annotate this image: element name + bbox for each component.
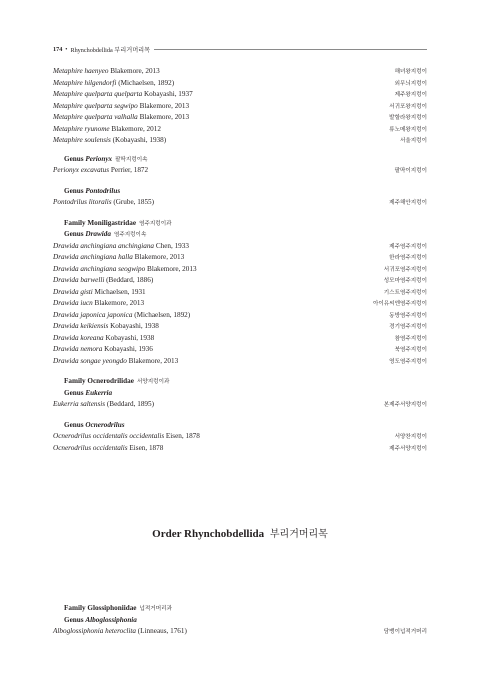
species-block: [53, 400, 427, 412]
species-korean-name: 서귀포염주지렁이: [383, 266, 427, 273]
heading-prefix: Family: [64, 604, 86, 612]
species-scientific-name: [53, 400, 154, 408]
species-korean-name: 류노메왕지렁이: [389, 126, 427, 133]
species-scientific-name: [53, 627, 187, 635]
species-author: Blakemore, 2013: [94, 299, 145, 307]
species-binomial: Metaphire quelparta segwipo: [53, 101, 138, 110]
species-row: [53, 288, 427, 300]
species-row: [53, 265, 427, 277]
species-scientific-name: [53, 357, 178, 365]
species-korean-name: 한라염주지렁이: [389, 255, 427, 261]
species-korean-name: 서양찬지렁이: [394, 434, 427, 440]
species-row: [53, 125, 427, 137]
species-binomial: Drawida nemora: [53, 345, 103, 353]
heading-korean: 팔딱지렁이속: [115, 156, 148, 163]
heading-name: Ocnerodrilus: [85, 420, 125, 429]
header-separator: •: [65, 45, 68, 53]
species-author: Chen, 1933: [155, 241, 189, 250]
species-author: Perrier, 1872: [110, 166, 149, 174]
species-row: [53, 299, 427, 311]
heading-name: Moniligastridae: [87, 218, 137, 227]
species-korean-name: 성모마염주지렁이: [383, 278, 427, 284]
species-row: [53, 113, 427, 125]
species-binomial: Drawida barwelli: [53, 276, 105, 284]
species-block: [53, 67, 427, 148]
species-korean-name: 기스트염주지렁이: [383, 289, 427, 296]
species-scientific-name: [53, 136, 166, 144]
species-row: [53, 79, 427, 91]
species-scientific-name: [53, 345, 153, 353]
species-korean-name: 제주왕지렁이: [394, 92, 427, 98]
species-author: (Michaelsen, 1892): [134, 310, 191, 319]
heading-prefix: Genus: [64, 615, 84, 624]
species-author: Blakemore, 2013: [110, 67, 160, 75]
species-korean-name: 북염주지렁이: [394, 347, 427, 353]
species-author: (Beddard, 1895): [106, 400, 155, 408]
species-list: [53, 67, 427, 455]
heading-name: Perionyx: [85, 154, 113, 163]
heading-name: Drawida: [85, 230, 111, 238]
heading-korean: 염주지렁이과: [139, 220, 172, 227]
species-korean-name: 서귀포왕지렁이: [389, 103, 427, 110]
species-block: [53, 627, 427, 639]
running-header: [53, 43, 427, 55]
heading-korean: 넙적거머리과: [139, 606, 172, 612]
species-korean-name: 발할라왕지렁이: [389, 115, 427, 121]
header-title: Rhynchobdellida 부리거머리목: [70, 46, 151, 54]
heading-prefix: Genus: [64, 388, 84, 397]
species-row: [53, 136, 427, 148]
spacer: [53, 178, 427, 187]
heading-prefix: Genus: [64, 230, 84, 238]
species-block: [53, 198, 427, 210]
species-scientific-name: [53, 265, 197, 273]
genus-heading-drawida: [53, 230, 427, 242]
species-scientific-name: [53, 444, 163, 452]
species-scientific-name: [53, 198, 154, 206]
species-author: Blakemore, 2013: [139, 101, 190, 110]
page-number: 174: [53, 45, 63, 53]
species-binomial: Drawida songae yeongdo: [53, 356, 127, 365]
species-binomial: Metaphire soulensis: [53, 136, 111, 144]
species-korean-name: 외무늬지렁이: [394, 80, 427, 87]
species-binomial: Drawida keikiensis: [53, 322, 109, 330]
species-binomial: Pontodrilus litoralis: [53, 198, 112, 206]
species-scientific-name: [53, 299, 144, 307]
order-korean: 부리거머리목: [269, 529, 328, 540]
species-author: Kobayashi, 1937: [143, 90, 193, 98]
species-korean-name: 제주서양지렁이: [389, 445, 427, 452]
order-prefix: Order: [152, 528, 182, 540]
species-row: [53, 322, 427, 334]
species-scientific-name: [53, 432, 200, 440]
species-binomial: Drawida koreana: [53, 333, 104, 342]
species-block: [53, 166, 427, 178]
species-scientific-name: [53, 276, 153, 284]
genus-heading-alboglossiphonia: [53, 616, 427, 628]
header-rule: [154, 49, 427, 50]
heading-korean: 염주지렁이속: [113, 232, 147, 238]
heading-name: Glossiphoniidae: [87, 604, 137, 612]
species-binomial: Metaphire hilgendorfi: [53, 78, 117, 87]
species-row: [53, 311, 427, 323]
species-author: Blakemore, 2013: [134, 253, 185, 261]
species-korean-name: 제주해안지렁이: [389, 200, 427, 206]
species-binomial: Metaphire haenyeo: [53, 67, 109, 75]
species-scientific-name: [53, 242, 189, 250]
species-korean-name: 담뱅이넙적거머리: [383, 629, 427, 635]
species-korean-name: 팔딱이지렁이: [394, 168, 427, 174]
species-scientific-name: [53, 322, 159, 330]
species-row: [53, 276, 427, 288]
species-author: Blakemore, 2013: [147, 264, 197, 273]
species-scientific-name: [53, 166, 148, 174]
species-row: [53, 627, 427, 639]
species-row: [53, 242, 427, 254]
species-scientific-name: [53, 311, 190, 319]
species-binomial: Perionyx excavatus: [53, 166, 110, 174]
species-author: Kobayashi, 1938: [110, 322, 159, 330]
species-author: Michaelsen, 1931: [94, 287, 146, 296]
heading-name: Alboglossiphonia: [85, 615, 137, 624]
species-scientific-name: [53, 334, 154, 342]
species-author: Kobayashi, 1938: [105, 333, 155, 342]
species-korean-name: 서울지렁이: [399, 138, 427, 144]
species-author: (Beddard, 1886): [106, 276, 154, 284]
spacer: [53, 412, 427, 421]
species-korean-name: 본제주서양지렁이: [383, 402, 427, 408]
species-scientific-name: [53, 288, 146, 296]
heading-prefix: Genus: [64, 420, 84, 429]
species-binomial: Drawida anchingiana anchingiana: [53, 241, 155, 250]
family-heading-ocnerodrilidae: [53, 377, 427, 389]
species-binomial: Drawida japonica japonica: [53, 310, 133, 319]
species-block: [53, 432, 427, 455]
species-author: Eisen, 1878: [165, 432, 200, 440]
species-row: [53, 253, 427, 265]
species-korean-name: 제주염주지렁이: [389, 243, 427, 250]
species-author: Blakemore, 2012: [111, 124, 161, 133]
species-row: [53, 166, 427, 178]
spacer: [53, 368, 427, 377]
heading-name: Eukerria: [85, 388, 113, 397]
species-scientific-name: [53, 253, 184, 261]
species-author: Blakemore, 2013: [128, 356, 179, 365]
family-heading-moniligastridae: [53, 219, 427, 231]
species-binomial: Drawida anchingiana halla: [53, 253, 133, 261]
species-binomial: Ocnerodrilus occidentalis occidentalis: [53, 432, 165, 440]
species-korean-name: 경기염주지렁이: [389, 324, 427, 330]
species-binomial: Metaphire quelparta quelparta: [53, 90, 143, 98]
species-korean-name: 참염주지렁이: [394, 335, 427, 342]
species-scientific-name: [53, 102, 189, 110]
species-scientific-name: [53, 90, 193, 98]
species-binomial: Metaphire quelparta valhalla: [53, 113, 138, 121]
species-scientific-name: [53, 113, 189, 121]
heading-prefix: Family: [64, 218, 86, 227]
species-binomial: Metaphire ryunome: [53, 124, 110, 133]
species-binomial: Drawida gisti: [53, 287, 93, 296]
species-row: [53, 432, 427, 444]
species-binomial: Ocnerodrilus occidentalis: [53, 443, 128, 452]
spacer: [53, 210, 427, 219]
species-korean-name: 동방염주지렁이: [389, 312, 427, 319]
species-list-rhynchobdellida: [53, 604, 427, 639]
species-korean-name: 해녀왕지렁이: [394, 69, 427, 75]
spacer: [53, 148, 427, 155]
species-row: [53, 90, 427, 102]
species-author: Blakemore, 2013: [139, 113, 190, 121]
species-row: [53, 198, 427, 210]
order-name: Rhynchobdellida: [184, 528, 265, 540]
species-author: Eisen, 1878: [129, 443, 164, 452]
species-block: [53, 242, 427, 369]
species-binomial: Drawida anchingiana seogwipo: [53, 264, 146, 273]
family-heading-glossiphoniidae: [53, 604, 427, 616]
species-row: [53, 444, 427, 456]
heading-name: Ocnerodrilidae: [87, 377, 134, 385]
genus-heading-perionyx: [53, 155, 427, 167]
genus-heading-pontodrilus: [53, 187, 427, 199]
species-author: (Linneaus, 1761): [137, 627, 187, 635]
heading-prefix: Family: [64, 377, 86, 385]
species-scientific-name: [53, 125, 161, 133]
species-author: (Kobayashi, 1938): [112, 136, 167, 144]
species-row: [53, 400, 427, 412]
species-author: Kobayashi, 1936: [104, 345, 153, 353]
species-binomial: Alboglossiphonia heteroclita: [53, 627, 136, 635]
heading-korean: 서양지렁이과: [136, 379, 170, 385]
order-heading: [0, 525, 480, 540]
species-row: [53, 357, 427, 369]
heading-prefix: Genus: [64, 186, 84, 195]
species-row: [53, 334, 427, 346]
species-row: [53, 345, 427, 357]
species-row: [53, 102, 427, 114]
species-binomial: Drawida iucn: [53, 299, 93, 307]
heading-prefix: Genus: [64, 154, 84, 163]
species-author: (Grube, 1855): [113, 198, 155, 206]
genus-heading-eukerria: [53, 389, 427, 401]
species-author: (Michaelsen, 1892): [118, 78, 175, 87]
heading-name: Pontodrilus: [85, 186, 121, 195]
species-binomial: Eukerria saltensis: [53, 400, 106, 408]
genus-heading-ocnerodrilus: [53, 421, 427, 433]
species-korean-name: 아이유씨엔염주지렁이: [372, 301, 427, 307]
species-scientific-name: [53, 79, 174, 87]
species-scientific-name: [53, 67, 160, 75]
species-row: [53, 67, 427, 79]
species-korean-name: 영도염주지렁이: [389, 358, 427, 365]
